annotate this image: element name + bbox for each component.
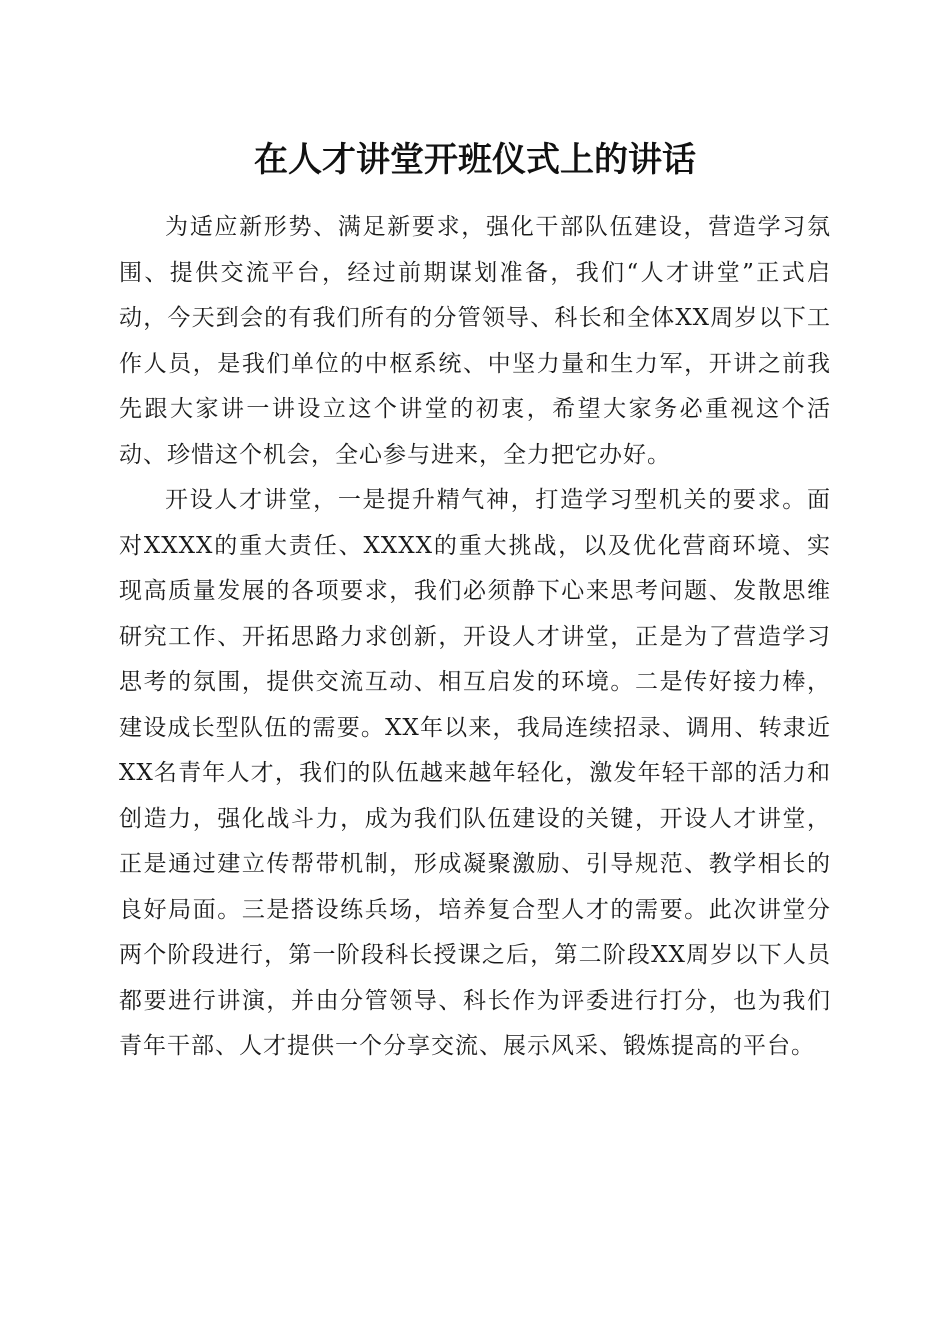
paragraph-2: 开设人才讲堂，一是提升精气神，打造学习型机关的要求。面对XXXX的重大责任、XXXX的重大挑战，以及优化营商环境、实现高质量发展的各项要求，我们必须静下心来思考问题、发散思维研究工作、开拓思路力求创新，开设人才讲堂，正是为了营造学习思考的氛围，提供交流互动、相互启发的环境。二是传好接力棒，建设成长型队伍的需要。XX年以来，我局连续招录、调用、转隶近XX名青年人才，我们的队伍越来越年轻化，激发年轻干部的活力和创造力，强化战斗力，成为我们队伍建设的关键，开设人才讲堂，正是通过建立传帮带机制，形成凝聚激励、引导规范、教学相长的良好局面。三是搭设练兵场，培养复合型人才的需要。此次讲堂分两个阶段进行，第一阶段科长授课之后，第二阶段XX周岁以下人员都要进行讲演，并由分管领导、科长作为评委进行打分，也为我们青年干部、人才提供一个分享交流、展示风采、锻炼提高的平台。 (119, 487, 831, 1059)
document-title: 在人才讲堂开班仪式上的讲话 (254, 140, 696, 180)
paragraph-1: 为适应新形势、满足新要求，强化干部队伍建设，营造学习氛围、提供交流平台，经过前期谋划准备，我们“人才讲堂”正式启动，今天到会的有我们所有的分管领导、科长和全体XX周岁以下工作人员，是我们单位的中枢系统、中坚力量和生力军，开讲之前我先跟大家讲一讲设立这个讲堂的初衷，希望大家务必重视这个活动、珍惜这个机会，全心参与进来，全力把它办好。 (119, 214, 831, 468)
document-body (119, 205, 831, 1070)
